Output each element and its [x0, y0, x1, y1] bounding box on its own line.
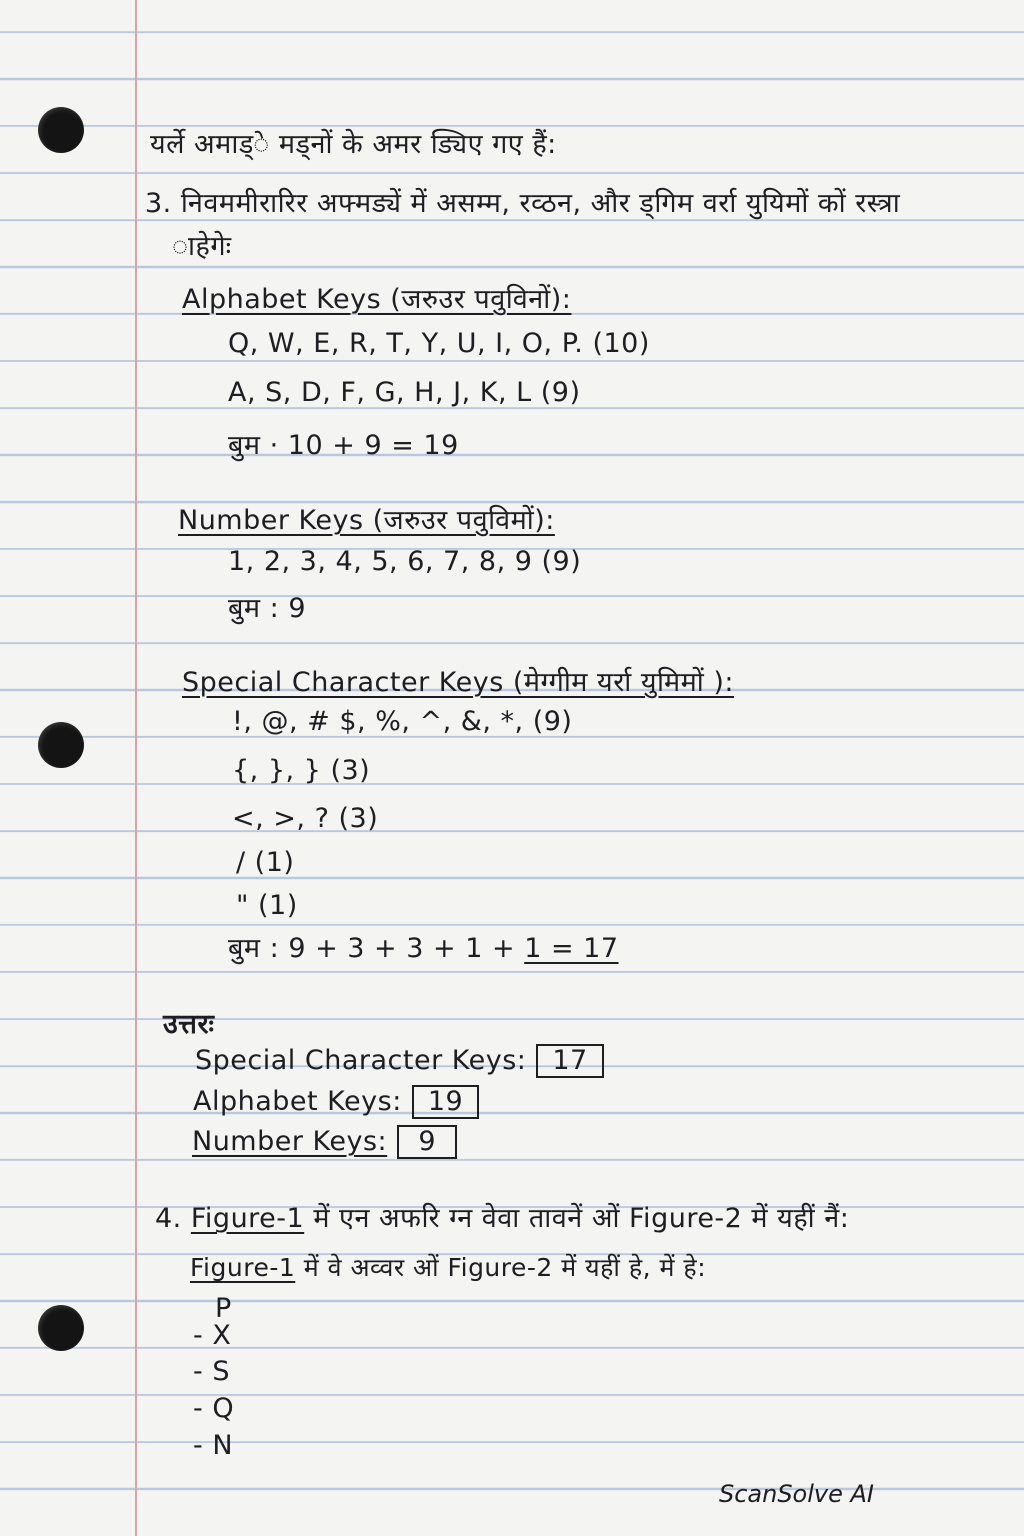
answer-special: [195, 1044, 604, 1078]
list-item: P: [215, 1293, 232, 1324]
answer-number: [192, 1125, 457, 1159]
list-item: - X: [193, 1320, 232, 1351]
punch-hole: [38, 107, 84, 153]
special-row-4: / (1): [236, 847, 295, 878]
punch-hole: [38, 722, 84, 768]
intro-line: यर्ले अमाड्े मड्नों के अमर ड्यिए गए हैं:: [150, 129, 557, 160]
alphabet-sum: बुम · 10 + 9 = 19: [228, 430, 459, 461]
number-row-1: 1, 2, 3, 4, 5, 6, 7, 8, 9 (9): [228, 546, 582, 577]
question-3-line-1: 3. निवममीरारिर अफ्मड्यें में असम्म, रव्ठन, और ड्गिम वर्रा युयिमों कों रस्त्रा: [145, 188, 901, 219]
answer-number-label: Number Keys:: [192, 1126, 388, 1157]
special-sum: [228, 928, 619, 965]
special-row-5: " (1): [236, 890, 298, 921]
list-item: - N: [193, 1430, 234, 1461]
answer-alphabet: [193, 1085, 479, 1119]
alphabet-row-1: Q, W, E, R, T, Y, U, I, O, P. (10): [228, 328, 650, 359]
footer-watermark: ScanSolve AI: [718, 1480, 874, 1508]
answer-number-value: 9: [397, 1125, 457, 1159]
special-row-3: <, >, ? (3): [232, 803, 379, 834]
question-4-line-1-rest: में एन अफरि ग्न वेवा तावनें ओं Figure-2 में यहीं नैं:: [313, 1203, 850, 1234]
special-row-2: {, }, } (3): [232, 755, 371, 786]
question-4-line-1: [155, 1198, 849, 1235]
question-4-figure-ref: Figure-1: [190, 1203, 305, 1234]
special-keys-heading: Special Character Keys (मेग्गीम यर्रा युमिमों ):: [182, 667, 734, 698]
special-row-1: !, @, # $, %, ^, &, *, (9): [232, 706, 573, 737]
number-keys-heading: Number Keys (जरुउर पवुविमों):: [178, 505, 555, 536]
question-4-line-2: [190, 1250, 706, 1284]
list-item: - Q: [193, 1393, 235, 1424]
margin-line: [135, 0, 137, 1536]
question-4-line-2-rest: में वे अव्वर ओं Figure-2 में यहीं हे, में हे:: [303, 1253, 707, 1282]
answer-special-value: 17: [536, 1044, 603, 1078]
alphabet-row-2: A, S, D, F, G, H, J, K, L (9): [228, 377, 581, 408]
question-4-line-2-figure-ref: Figure-1: [190, 1253, 296, 1282]
number-sum: बुम : 9: [228, 593, 307, 624]
question-3-line-2: ाहेगेः: [172, 231, 232, 262]
punch-hole: [38, 1305, 84, 1351]
special-sum-prefix: बुम : 9 + 3 + 3 + 1 +: [228, 933, 516, 964]
alphabet-keys-heading: Alphabet Keys (जरुउर पवुविनों):: [182, 284, 572, 315]
answer-heading: उत्तरः: [163, 1009, 215, 1040]
list-item: - S: [193, 1356, 230, 1387]
question-4-number: 4.: [155, 1203, 182, 1234]
answer-alphabet-label: Alphabet Keys:: [193, 1086, 402, 1117]
answer-special-label: Special Character Keys:: [195, 1045, 527, 1076]
special-sum-result: 1 = 17: [524, 933, 619, 964]
answer-alphabet-value: 19: [412, 1085, 479, 1119]
